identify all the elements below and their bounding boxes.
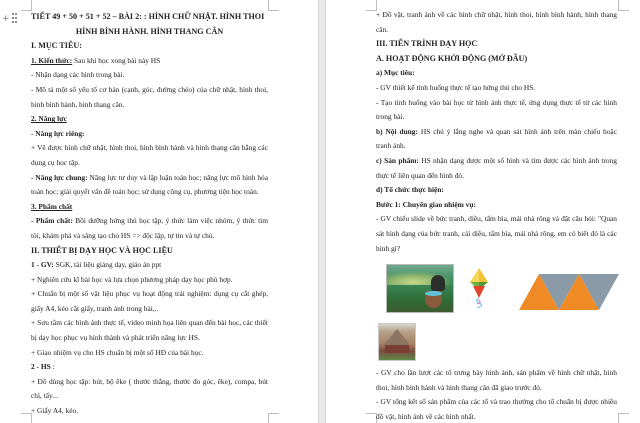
page-gutter (318, 0, 326, 423)
goal-label: a) Mục tiêu: (376, 68, 415, 78)
ability-heading: 2. Năng lực (31, 114, 67, 124)
paragraph (31, 54, 268, 69)
paragraph: - GV tổng kết số sản phẩm của các tổ và trao thưởng cho tổ chuẩn bị được nhiều đồ vật, hình ảnh về các hình nhất. (376, 397, 617, 421)
content-text: HS chú ý lắng nghe và quan sát hình ảnh trên màn chiếu hoặc tranh ảnh. (376, 126, 617, 151)
paragraph: - Nhận dạng các hình trong bài. (31, 70, 125, 80)
painting-farmer-image[interactable] (386, 264, 454, 313)
document-page-left (0, 0, 318, 423)
figure-group (376, 258, 617, 404)
paragraph (376, 125, 617, 154)
ability-general-text: Năng lực tư duy và lập luận toán học; năng lực mô hình hóa toán học; giải quyết vấn đề toán học; sử dụng công cụ, phương tiện học toán. (31, 172, 268, 197)
crop-mark (268, 0, 279, 11)
knowledge-label: 1. Kiến thức: (31, 55, 73, 65)
paragraph: - Mô tả một số yếu tố cơ bản (cạnh, góc, đường chéo) của chữ nhật, hình thoi, hình bình hành, hình thang cân. (31, 84, 268, 109)
paragraph: + Đồ dùng học tập: bút, bộ êke ( thước thẳng, thước đo góc, êke), compa, bút chì, tẩy... (31, 376, 268, 401)
paragraph: + Sưu tầm các hình ảnh thực tế, video minh họa liên quan đến bài học, các thiết bị dạy học phục vụ hình thành và phát triển năng lực HS. (31, 318, 268, 343)
document-page-right (326, 0, 640, 423)
paragraph: + Đồ vật, tranh ảnh về các hình chữ nhật, hình thoi, hình bình hành, hình thang cân. (376, 10, 617, 34)
activity-heading: A. HOẠT ĐỘNG KHỞI ĐỘNG (MỞ ĐẦU) (376, 53, 528, 63)
product-text: HS nhận dạng được một số hình và tìm được các hình ảnh trong thực tế liên quan đến hình đó. (376, 155, 617, 180)
quality-heading: 3. Phẩm chất (31, 201, 73, 211)
product-label: c) Sản phẩm: (376, 155, 419, 165)
quality-item-label: - Phẩm chất: (31, 216, 73, 226)
crop-mark (618, 0, 629, 11)
crop-mark (618, 413, 629, 423)
paragraph (31, 360, 268, 375)
lesson-subtitle: HÌNH BÌNH HÀNH. HÌNH THANG CÂN (75, 26, 224, 36)
paragraph (31, 171, 268, 200)
drag-handle-icon[interactable] (12, 13, 18, 23)
organize-label: d) Tổ chức thực hiện: (376, 185, 444, 195)
hs-colon: : (50, 362, 55, 372)
hs-label: 2 - HS (31, 362, 51, 372)
page-content[interactable] (376, 8, 617, 423)
add-block-icon[interactable]: + (2, 14, 10, 24)
rong-house-image[interactable] (378, 323, 416, 361)
crop-mark (268, 413, 279, 423)
paragraph (31, 214, 268, 243)
paragraph: + Giấy A4, kéo. (31, 406, 79, 416)
paragraph: + Giao nhiệm vụ cho HS chuẩn bị một số HĐ của bài học. (31, 347, 204, 357)
paragraph (376, 154, 617, 183)
section-heading: I. MỤC TIÊU: (31, 41, 82, 51)
ability-general-label: - Năng lực chung: (31, 172, 88, 182)
gv-text: SGK, tài liệu giảng dạy, giáo án ppt (53, 260, 162, 270)
triangle-strip-image[interactable] (519, 274, 619, 310)
section-heading: II. THIẾT BỊ DẠY HỌC VÀ HỌC LIỆU (31, 245, 173, 255)
page-content[interactable] (31, 10, 268, 419)
paragraph: - GV cho lần lượt các tổ trưng bày hình ảnh, sản phẩm về hình chữ nhật, hình thoi, hình bình hành và hình thang cân đã giao trước đó. (376, 368, 617, 392)
lesson-title: TIẾT 49 + 50 + 51 + 52 – BÀI 2: : HÌNH CHỮ NHẬT. HÌNH THOI (31, 12, 265, 21)
paragraph: - GV chiếu slide về bức tranh, diều, tấm bìa, mái nhà rông và đặt câu hỏi: "Quan sát hình dạng của bức tranh, cái diều, tấm bìa, mái nhà rông, em có biết đó là các hình gì? (376, 214, 617, 253)
kite-image[interactable] (468, 268, 490, 310)
gv-label: 1 - GV: (31, 260, 54, 270)
paragraph (31, 258, 268, 273)
knowledge-text: Sau khi học xong bài này HS (72, 55, 161, 65)
step1-label: Bước 1: Chuyển giao nhiệm vụ: (376, 199, 476, 209)
quality-item-text: Bồi dưỡng hứng thú học tập, ý thức làm việc nhóm, ý thức tìm tòi, khám phá và sáng tạo cho HS => độc lập, tự tin và tự chủ. (31, 216, 268, 240)
paragraph: + Nghiên cứu kĩ bài học và lựa chọn phương pháp dạy học phù hợp. (31, 274, 233, 284)
paragraph: - Tạo tình huống vào bài học từ hình ảnh thực tế, ứng dụng thực tế từ các hình trong bài. (376, 97, 617, 122)
paragraph: + Chuẩn bị một số vật liệu phục vụ hoạt động trải nghiệm: dụng cụ cắt ghép, giấy A4, kéo cắt giấy, tranh ảnh trong bài,.. (31, 289, 268, 313)
paragraph: - GV thiết kế tình huống thực tế tạo hứng thú cho HS. (376, 82, 536, 92)
ability-own-label: - Năng lực riêng: (31, 128, 85, 138)
content-label: b) Nội dung: (376, 126, 418, 136)
section-heading: III. TIẾN TRÌNH DẠY HỌC (376, 39, 478, 49)
paragraph: + Vẽ được hình chữ nhật, hình thoi, hình bình hành và hình thang cân bằng các dụng cụ học tập. (31, 143, 268, 167)
